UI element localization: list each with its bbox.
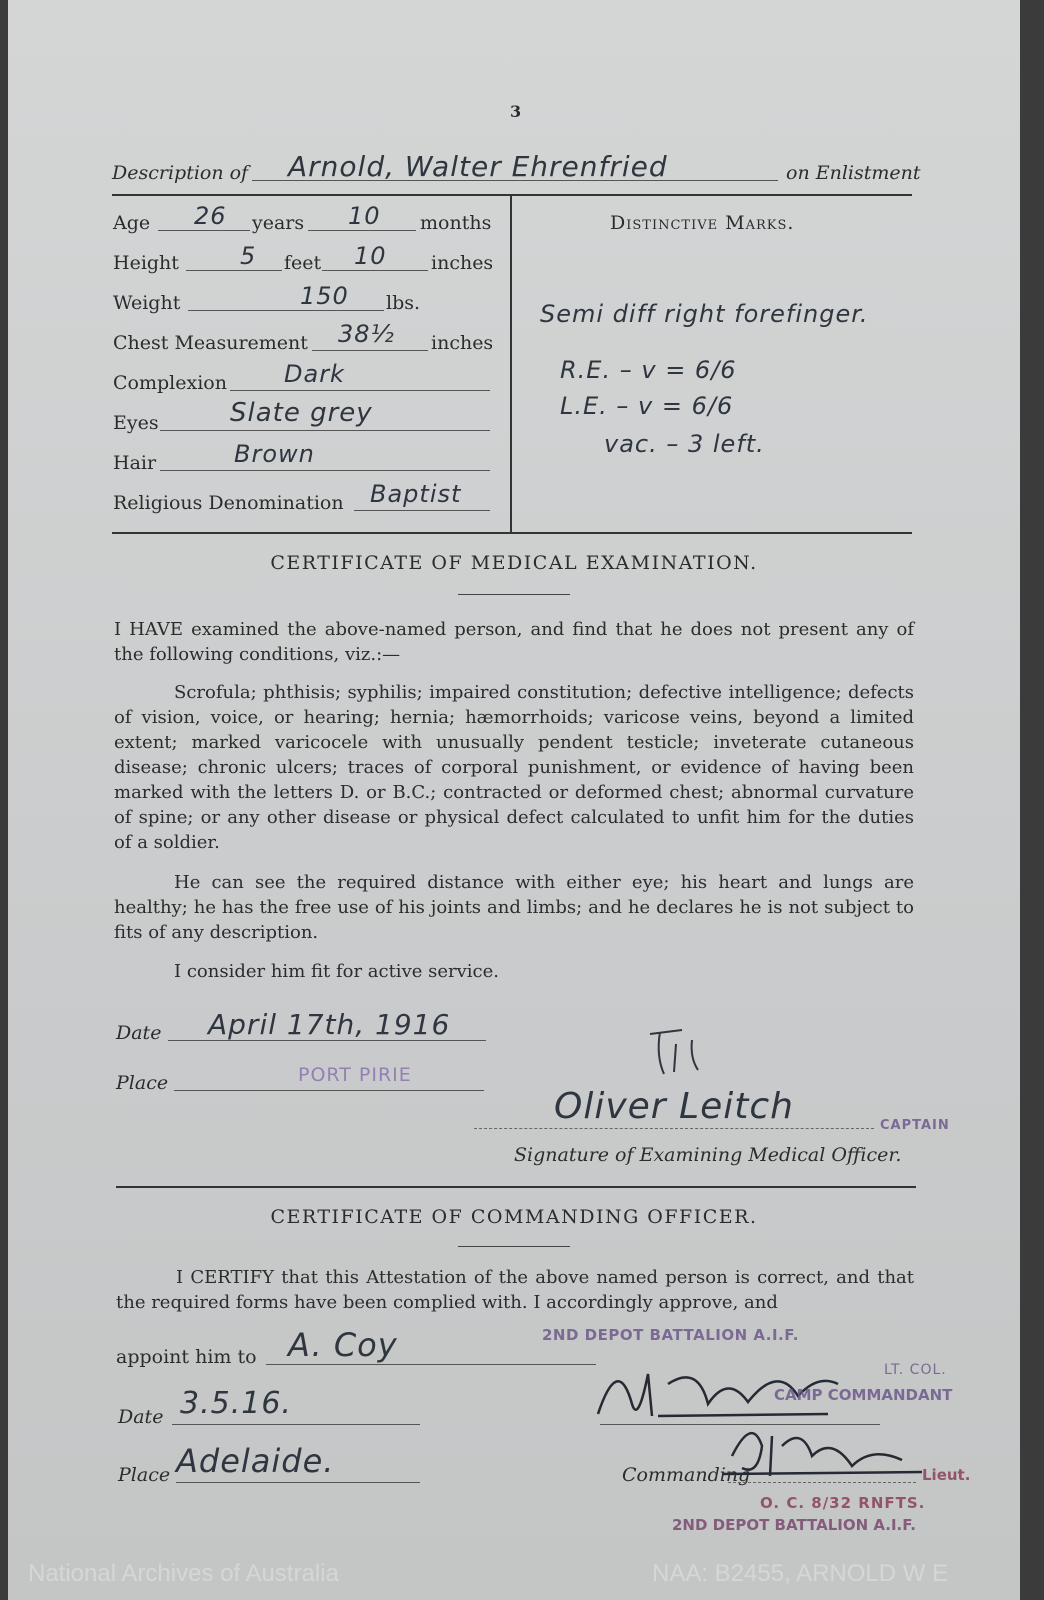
height-feet-value: 5 — [240, 242, 257, 270]
chest-value: 38½ — [338, 320, 395, 348]
appoint-label: appoint him to — [116, 1346, 257, 1368]
commanding-place-label: Place — [118, 1464, 171, 1486]
feet-label: feet — [284, 252, 322, 274]
oc-stamp: O. C. 8/32 RNFTS. — [760, 1494, 926, 1512]
battalion-stamp: 2ND DEPOT BATTALION A.I.F. — [542, 1326, 799, 1344]
depot-battalion-stamp: 2ND DEPOT BATTALION A.I.F. — [672, 1516, 916, 1534]
eyes-line — [160, 430, 490, 431]
medical-date-value: April 17th, 1916 — [208, 1008, 451, 1041]
age-months-line — [308, 230, 416, 231]
age-label: Age — [113, 212, 151, 234]
box-divider — [510, 194, 512, 532]
commanding-heading-rule — [458, 1246, 570, 1247]
eyes-value: Slate grey — [230, 398, 373, 428]
description-suffix: on Enlistment — [786, 162, 921, 184]
lt-col-stamp: LT. COL. — [884, 1362, 947, 1378]
commanding-date-label: Date — [118, 1406, 164, 1428]
chest-label: Chest Measurement — [113, 332, 308, 354]
complexion-line — [230, 390, 490, 391]
commanding-heading: CERTIFICATE OF COMMANDING OFFICER. — [270, 1206, 758, 1228]
months-label: months — [420, 212, 492, 234]
hair-label: Hair — [113, 452, 157, 474]
weight-value: 150 — [300, 282, 349, 310]
commanding-place-line — [176, 1482, 420, 1483]
inches-label: inches — [431, 252, 494, 274]
hair-line — [160, 470, 490, 471]
medical-para-1: I HAVE examined the above-named person, and find that he does not present any of the following conditions, viz.:— — [114, 619, 914, 665]
archive-watermark-left: National Archives of Australia — [28, 1560, 339, 1587]
page-number: 3 — [510, 102, 522, 121]
description-prefix: Description of — [112, 162, 249, 184]
chest-line — [312, 350, 428, 351]
age-years-value: 26 — [194, 202, 227, 230]
weight-line — [188, 310, 384, 311]
medical-para-2: Scrofula; phthisis; syphilis; impaired constitution; defective intelligence; defects of vision, voice, or hearing; hernia; hæmorrhoids; varicose veins, beyond a limited extent; marked varicocele with unusually pendent testicle; inveterate cutaneous disease; chronic ulcers; traces of corporal punishment, or evidence of having been marked with the letters D. or B.C.; contracted or deformed chest; abnormal curvature of spine; or any other disease or physical defect calculated to unfit him for the duties of a soldier. — [114, 682, 914, 853]
religion-line — [354, 510, 490, 511]
weight-label: Weight — [113, 292, 181, 314]
commanding-place-value: Adelaide. — [176, 1442, 335, 1480]
distinctive-mark-3: L.E. – v = 6/6 — [560, 392, 734, 420]
appoint-line — [266, 1364, 596, 1365]
commanding-para-1: I CERTIFY that this Attestation of the above named person is correct, and that the required forms have been complied with. I accordingly approve, and — [116, 1267, 914, 1313]
years-label: years — [252, 212, 305, 234]
chest-inches-label: inches — [431, 332, 494, 354]
distinctive-mark-2: R.E. – v = 6/6 — [560, 356, 737, 384]
age-months-value: 10 — [348, 202, 381, 230]
camp-commandant-stamp: CAMP COMMANDANT — [774, 1386, 953, 1404]
religion-label: Religious Denomination — [113, 492, 344, 514]
distinctive-mark-4: vac. – 3 left. — [604, 430, 765, 458]
captain-stamp: CAPTAIN — [880, 1118, 950, 1133]
distinctive-marks-heading: Distinctive Marks. — [610, 212, 795, 234]
commanding-date-line — [172, 1424, 420, 1425]
archive-watermark-right: NAA: B2455, ARNOLD W E — [652, 1560, 949, 1587]
medical-heading: CERTIFICATE OF MEDICAL EXAMINATION. — [270, 552, 758, 574]
height-feet-line — [186, 270, 282, 271]
commanding-date-value: 3.5.16. — [180, 1386, 292, 1421]
religion-value: Baptist — [370, 480, 462, 508]
lbs-label: lbs. — [386, 292, 421, 314]
complexion-label: Complexion — [113, 372, 227, 394]
medical-place-line — [174, 1090, 484, 1091]
medical-para-3: He can see the required distance with either eye; his heart and lungs are healthy; he has the free use of his joints and limbs; and he declares he is not subject to fits of any description. — [114, 872, 914, 943]
hair-value: Brown — [234, 440, 315, 468]
medical-para-4: I consider him fit for active service. — [174, 961, 499, 982]
port-pirie-stamp: PORT PIRIE — [298, 1064, 412, 1086]
eyes-label: Eyes — [113, 412, 159, 434]
box-bottom-rule — [112, 532, 912, 534]
lieut-stamp: Lieut. — [922, 1466, 971, 1484]
commanding-label: Commanding — [622, 1464, 751, 1486]
height-inches-line — [322, 270, 428, 271]
signature-line — [474, 1128, 874, 1129]
initials-mark — [642, 1022, 712, 1082]
medical-heading-rule — [458, 594, 570, 595]
age-years-line — [158, 230, 250, 231]
appoint-value: A. Coy — [288, 1326, 398, 1364]
lieutenant-signature — [712, 1416, 932, 1486]
enlistee-name: Arnold, Walter Ehrenfried — [288, 150, 668, 183]
signature-label: Signature of Examining Medical Officer. — [514, 1144, 902, 1166]
section-rule — [116, 1186, 916, 1188]
medical-place-label: Place — [116, 1072, 169, 1094]
complexion-value: Dark — [284, 360, 345, 388]
medical-officer-signature: Oliver Leitch — [554, 1086, 794, 1127]
height-label: Height — [113, 252, 179, 274]
height-inches-value: 10 — [354, 242, 387, 270]
medical-date-label: Date — [116, 1022, 162, 1044]
distinctive-mark-1: Semi diff right forefinger. — [540, 300, 869, 328]
box-top-rule — [112, 194, 912, 196]
attestation-page — [8, 0, 1020, 1600]
